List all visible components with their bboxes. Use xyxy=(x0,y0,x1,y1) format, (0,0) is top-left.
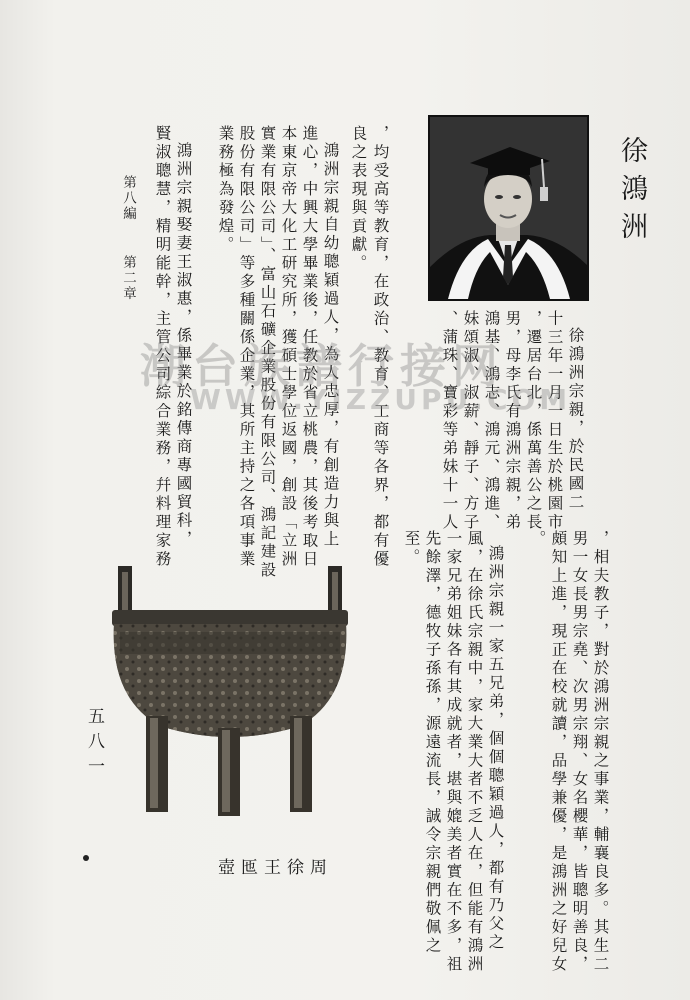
text-column: 鴻洲宗親一家五兄弟，個個聰穎過人，都有乃父之 xyxy=(486,545,505,952)
text-column: 一家兄弟姐妹各有其成就者，堪與媲美者實在不多，祖 xyxy=(444,530,463,974)
text-column: 男一女長男宗堯、次男宗翔、女名櫻華，皆聰明善良， xyxy=(570,530,589,974)
watermark-text: 潮台族譜行接网 xyxy=(140,339,504,393)
text-column: 十三年一月一日生於桃園市 xyxy=(545,310,564,532)
text-column: 鴻洲宗親娶妻王淑惠，係畢業於銘傳商專國貿科， xyxy=(174,142,193,549)
text-column: 鴻洲宗親自幼聰穎過人，為人忠厚，有創造力與上 xyxy=(321,142,340,549)
watermark-url: WWW.YIZZUPU.COM xyxy=(190,383,572,416)
text-column: 妹頌淑、淑薪、靜子、方子 xyxy=(461,310,480,532)
bronze-vessel-image xyxy=(100,558,360,818)
text-column: ，相夫教子，對於鴻洲宗親之事業，輔襄良多。其生二 xyxy=(591,530,610,974)
page-title: 徐鴻洲 xyxy=(616,136,647,250)
text-column: 風，在徐氏宗親中，家大業大者不乏人在，但能有鴻洲 xyxy=(465,530,484,974)
text-column: 賢淑聰慧，精明能幹，主管公司綜合業務，幷料理家務 xyxy=(153,125,172,569)
text-column: 頗知上進，現正在校就讀，品學兼優，是鴻洲之好兒女 xyxy=(549,530,568,974)
caption-text: 周徐王匜壺 xyxy=(218,858,333,878)
text-column: 、蒲珠、寶彩等弟妹十一人 xyxy=(440,310,459,532)
vessel-icon xyxy=(100,558,360,818)
text-column: 本東京帝大化工研究所，獲碩士學位返國，創設「立洲 xyxy=(279,125,298,569)
footer-part: 第八編 xyxy=(120,175,136,222)
text-column: 至。 xyxy=(402,530,421,567)
portrait-image xyxy=(430,117,587,299)
text-column: 進心，中興大學畢業後，任教於省立桃農，其後考取日 xyxy=(300,125,319,569)
text-column: 。 xyxy=(528,530,547,549)
text-column: 業務極為發煌。 xyxy=(216,125,235,255)
ink-dot xyxy=(83,855,89,861)
portrait-photo xyxy=(428,115,589,301)
text-column: 鴻基、鴻志、鴻元、鴻進、 xyxy=(482,310,501,532)
text-column: 股份有限公司」等多種關係企業，其所主持之各項事業 xyxy=(237,125,256,569)
text-column: ，均受高等教育，在政治、教育、工商等各界，都有優 xyxy=(371,125,390,569)
vessel-caption xyxy=(218,853,333,878)
page-number: 五八一 xyxy=(84,707,104,782)
text-column: 男，母李氏有鴻洲宗親，弟 xyxy=(503,310,522,532)
text-column: 良之表現與貢獻。 xyxy=(349,125,368,273)
text-column: 徐鴻洲宗親，於民國二 xyxy=(566,327,585,512)
footer-chapter: 第二章 xyxy=(120,255,136,302)
text-column: ，遷居台北，係萬善公之長 xyxy=(524,310,543,532)
text-column: 先餘澤，德牧子孫孫，源遠流長，誠令宗親們敬佩之 xyxy=(423,530,442,956)
text-column: 實業有限公司」、富山石礦企業股份有限公司、鴻記建設 xyxy=(258,125,277,580)
